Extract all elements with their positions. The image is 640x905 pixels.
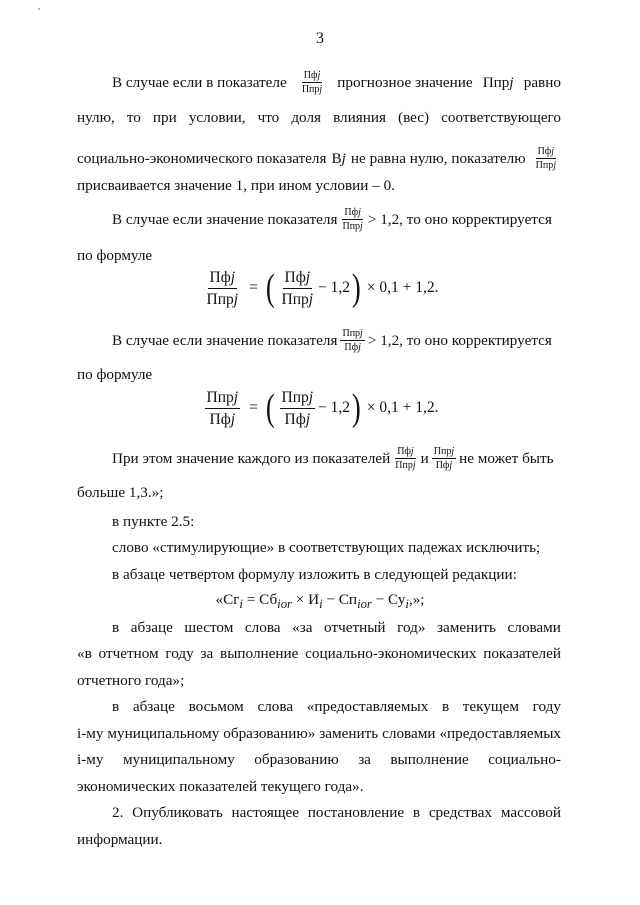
p10-line2: информации. <box>77 831 163 848</box>
p8-line1: в абзаце шестом слова «за отчетный год» заменить словами <box>112 619 561 636</box>
fraction-pf-ppr: $\frac{\text{Пфj}}{\text{Ппрj}}$ <box>535 146 556 171</box>
formula-1: $\frac{\text{Пфj}}{\text{Ппрj}}$ = ( $\frac{\text{Пфj}}{\text{Ппрj}}$ − 1,2 ) × 0,1 + 1,2. <box>206 267 439 309</box>
p5: в пункте 2.5: <box>112 513 195 530</box>
formula-2: $\frac{\text{Ппрj}}{\text{Пфj}}$ = ( $\frac{\text{Ппрj}}{\text{Пфj}}$ − 1,2 ) × 0,1 + 1,2. <box>206 387 439 429</box>
formula-3: «$Сг_i = Сб_{ior} \times И_i - Сп_{ior} - Су_i$,»; <box>215 591 425 612</box>
p6: слово «стимулирующие» в соответствующих падежах исключить; <box>112 539 541 556</box>
p2-line2: по формуле <box>77 247 153 264</box>
fraction-pf-ppr: $\frac{\text{Пфj}}{\text{Ппрj}}$ <box>395 446 416 471</box>
p9-line2: i-му муниципальному образованию» заменить словами «предоставляемых <box>77 725 561 742</box>
p1-line1: В случае если в показателе $\frac{\text{Пфj}}{\text{Ппрj}}$ прогнозное значение Ппрj равно <box>112 70 561 95</box>
p4-line2: больше 1,3.»; <box>77 484 164 501</box>
p9-line3: i-му муниципальному образованию за выполнение социально- <box>77 751 561 768</box>
p3-line1: В случае если значение показателя $\frac{\text{Ппрj}}{\text{Пфj}}$ > 1,2, то оно корректируется <box>112 328 552 353</box>
p4-line1: При этом значение каждого из показателей $\frac{\text{Пфj}}{\text{Ппрj}}$ и $\frac{\text{Ппрj}}{\text{Пфj}}$ не может быть <box>112 446 554 471</box>
fraction-ppr-pf: $\frac{\text{Ппрj}}{\text{Пфj}}$ <box>433 446 455 471</box>
p1-line2: нулю, то при условии, что доля влияния (вес) соответствующего <box>77 109 561 126</box>
p8-line2: «в отчетном году за выполнение социально-экономических показателей <box>77 645 561 662</box>
p1-line4: присваивается значение 1, при ином условии – 0. <box>77 177 395 194</box>
page-number: 3 <box>316 30 324 47</box>
scan-mark <box>38 8 40 10</box>
p3-line2: по формуле <box>77 366 153 383</box>
p10-line1: 2. Опубликовать настоящее постановление в средствах массовой <box>112 804 561 821</box>
p7: в абзаце четвертом формулу изложить в следующей редакции: <box>112 566 517 583</box>
fraction-pf-ppr: $\frac{\text{Пфj}}{\text{Ппрj}}$ <box>301 70 323 95</box>
fraction-pf-ppr: $\frac{\text{Пфj}}{\text{Ппрj}}$ <box>342 207 363 232</box>
p9-line1: в абзаце восьмом слова «предоставляемых в текущем году <box>112 698 561 715</box>
p2-line1: В случае если значение показателя $\frac{\text{Пфj}}{\text{Ппрj}}$ > 1,2, то оно корректируется <box>112 207 552 232</box>
p8-line3: отчетного года»; <box>77 672 185 689</box>
p9-line4: экономических показателей текущего года». <box>77 778 364 795</box>
p1-line3: социально-экономического показателя Вj не равна нулю, показателю $\frac{\text{Пфj}}{\text{Ппрj}}$ <box>77 146 556 171</box>
fraction-ppr-pf: $\frac{\text{Ппрj}}{\text{Пфj}}$ <box>342 328 363 353</box>
